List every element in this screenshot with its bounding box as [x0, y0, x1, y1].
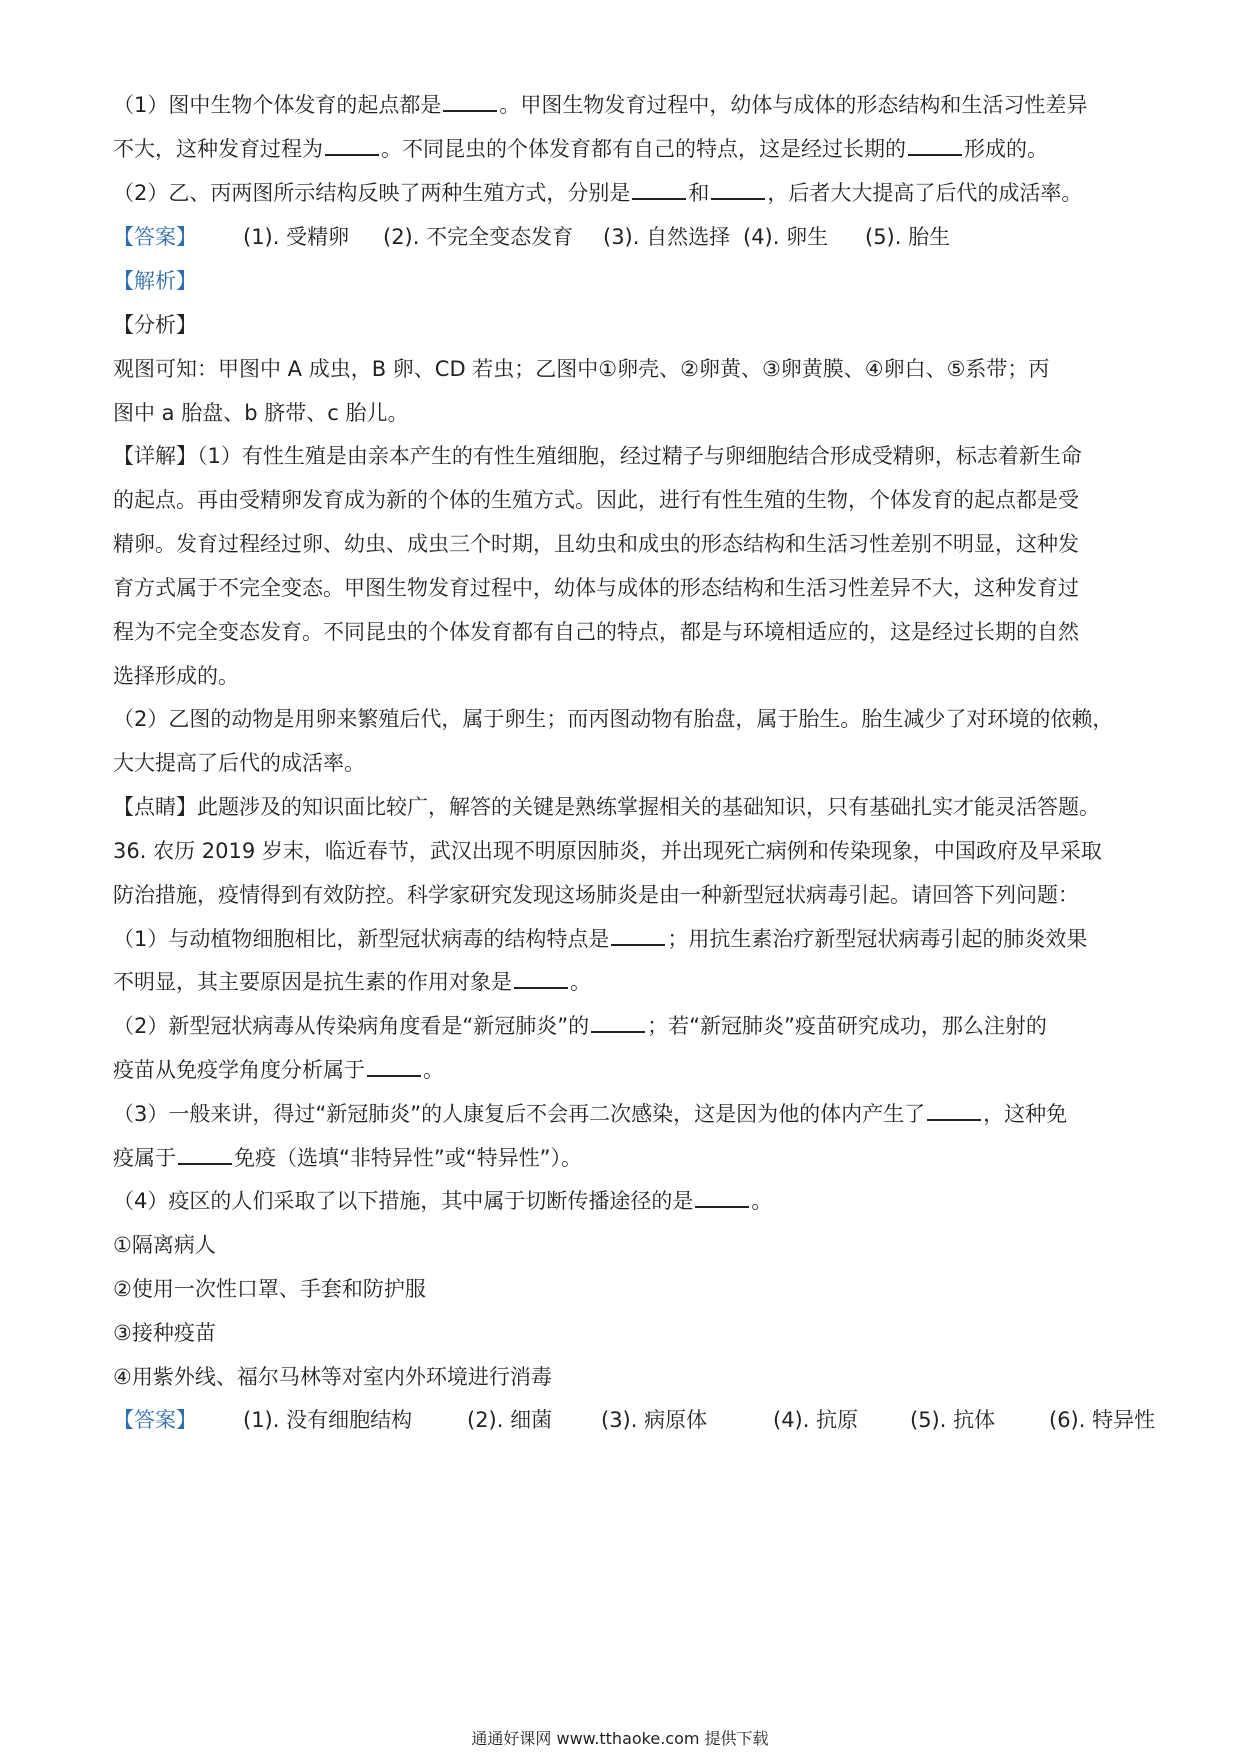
answer-item: (6). 特异性 — [1049, 1408, 1156, 1432]
question-36-line: 防治措施，疫情得到有效防控。科学家研究发现这场肺炎是由一种新型冠状病毒引起。请回答下列问题： — [113, 883, 1079, 907]
text: 。甲图生物发育过程中，幼体与成体的形态结构和生活习性差异 — [499, 93, 1088, 117]
text: ，这种免 — [983, 1102, 1068, 1126]
answer-blank — [632, 180, 686, 200]
text: （4）疫区的人们采取了以下措施，其中属于切断传播途径的是 — [113, 1189, 694, 1213]
question-line — [113, 1143, 582, 1173]
text: 不大，这种发育过程为 — [113, 137, 323, 161]
question-line — [113, 924, 1087, 954]
answer-blank — [178, 1145, 232, 1165]
answer-blank — [367, 1057, 421, 1077]
answer-row — [113, 222, 1133, 252]
text: （2）乙、丙两图所示结构反映了两种生殖方式，分别是 — [113, 181, 631, 205]
answer-item: (2). 细菌 — [467, 1408, 553, 1432]
answer-blank — [695, 1188, 749, 1208]
question-line — [113, 1186, 772, 1216]
text: ，后者大大提高了后代的成活率。 — [767, 181, 1083, 205]
question-line — [113, 134, 1048, 164]
answer-item: (2). 不完全变态发育 — [383, 225, 574, 249]
text: 此题涉及的知识面比较广，解答的关键是熟练掌握相关的基础知识，只有基础扎实才能灵活答题。 — [197, 795, 1100, 819]
fenxi-line: 观图可知：甲图中 A 成虫，B 卵、CD 若虫；乙图中①卵壳、②卵黄、③卵黄膜、④卵白、⑤系带；丙 — [113, 357, 1050, 381]
answer-item: (5). 胎生 — [865, 225, 951, 249]
answer-blank — [325, 136, 379, 156]
xiangjie-line: 大大提高了后代的成活率。 — [113, 751, 365, 775]
fenxi-tag: 【分析】 — [113, 313, 197, 337]
question-line — [113, 178, 1082, 208]
xiangjie-line: 育方式属于不完全变态。甲图生物发育过程中，幼体与成体的形态结构和生活习性差异不大，这种发育过 — [113, 576, 1079, 600]
answer-item: (4). 抗原 — [773, 1408, 859, 1432]
text: 和 — [688, 181, 710, 205]
xiangjie-line: 的起点。再由受精卵发育成为新的个体的生殖方式。因此，进行有性生殖的生物，个体发育的起点都是受 — [113, 488, 1079, 512]
answer-tag: 【答案】 — [113, 1408, 197, 1432]
answer-blank — [711, 180, 765, 200]
option-item: ②使用一次性口罩、手套和防护服 — [113, 1277, 426, 1301]
xiangjie-line: 程为不完全变态发育。不同昆虫的个体发育都有自己的特点，都是与环境相适应的，这是经过长期的自然 — [113, 620, 1079, 644]
page-footer: 通通好课网 www.tthaoke.com 提供下载 — [471, 1729, 769, 1748]
xiangjie-line: 精卵。发育过程经过卵、幼虫、成虫三个时期，且幼虫和成虫的形态结构和生活习性差别不明显，这种发 — [113, 532, 1079, 556]
option-item: ③接种疫苗 — [113, 1321, 216, 1345]
answer-row — [113, 1405, 1156, 1435]
answer-item: (3). 病原体 — [601, 1408, 708, 1432]
text: 不明显，其主要原因是抗生素的作用对象是 — [113, 970, 512, 994]
answer-blank — [443, 92, 497, 112]
xiangjie-line: （2）乙图的动物是用卵来繁殖后代，属于卵生；而丙图动物有胎盘，属于胎生。胎生减少了对环境的依赖， — [113, 707, 1114, 731]
text: 疫属于 — [113, 1146, 176, 1170]
dianjing-tag: 【点睛】 — [113, 795, 197, 819]
answer-tag: 【答案】 — [113, 225, 197, 249]
question-line — [113, 1011, 1047, 1041]
answer-blank — [514, 969, 568, 989]
question-line — [113, 90, 1087, 120]
answer-item: (4). 卵生 — [743, 225, 829, 249]
dianjing-line — [113, 792, 1100, 822]
text: 疫苗从免疫学角度分析属于 — [113, 1058, 365, 1082]
text: ；用抗生素治疗新型冠状病毒引起的肺炎效果 — [667, 927, 1088, 951]
option-item: ④用紫外线、福尔马林等对室内外环境进行消毒 — [113, 1365, 552, 1389]
text: （1）有性生殖是由亲本产生的有性生殖细胞，经过精子与卵细胞结合形成受精卵，标志着新生命 — [197, 444, 1082, 468]
fenxi-line: 图中 a 胎盘、b 脐带、c 胎儿。 — [113, 401, 409, 425]
answer-item: (3). 自然选择 — [603, 225, 731, 249]
text: （3）一般来讲，得过“新冠肺炎”的人康复后不会再二次感染，这是因为他的体内产生了 — [113, 1102, 926, 1126]
text: 形成的。 — [964, 137, 1048, 161]
answer-blank — [591, 1013, 645, 1033]
analysis-tag: 【解析】 — [113, 269, 197, 293]
answer-blank — [611, 926, 665, 946]
text: 。 — [570, 970, 591, 994]
xiangjie-line — [113, 441, 1082, 471]
question-36-line: 36. 农历 2019 岁末，临近春节，武汉出现不明原因肺炎，并出现死亡病例和传染现象，中国政府及早采取 — [113, 839, 1102, 863]
answer-item: (1). 没有细胞结构 — [243, 1408, 413, 1432]
text: （1）与动植物细胞相比，新型冠状病毒的结构特点是 — [113, 927, 610, 951]
option-item: ①隔离病人 — [113, 1233, 216, 1257]
answer-item: (5). 抗体 — [910, 1408, 996, 1432]
text: （2）新型冠状病毒从传染病角度看是“新冠肺炎”的 — [113, 1014, 590, 1038]
question-line — [113, 1055, 444, 1085]
text: 免疫（选填“非特异性”或“特异性”）。 — [234, 1146, 583, 1170]
text: 。 — [751, 1189, 773, 1213]
xiangjie-tag: 【详解】 — [113, 444, 197, 468]
question-line — [113, 1099, 1067, 1129]
answer-blank — [908, 136, 962, 156]
xiangjie-line: 选择形成的。 — [113, 664, 239, 688]
answer-blank — [927, 1101, 981, 1121]
text: 。不同昆虫的个体发育都有自己的特点，这是经过长期的 — [381, 137, 906, 161]
question-line — [113, 967, 591, 997]
text: （1）图中生物个体发育的起点都是 — [113, 93, 442, 117]
text: 。 — [423, 1058, 444, 1082]
answer-item: (1). 受精卵 — [243, 225, 350, 249]
text: ；若“新冠肺炎”疫苗研究成功，那么注射的 — [647, 1014, 1047, 1038]
